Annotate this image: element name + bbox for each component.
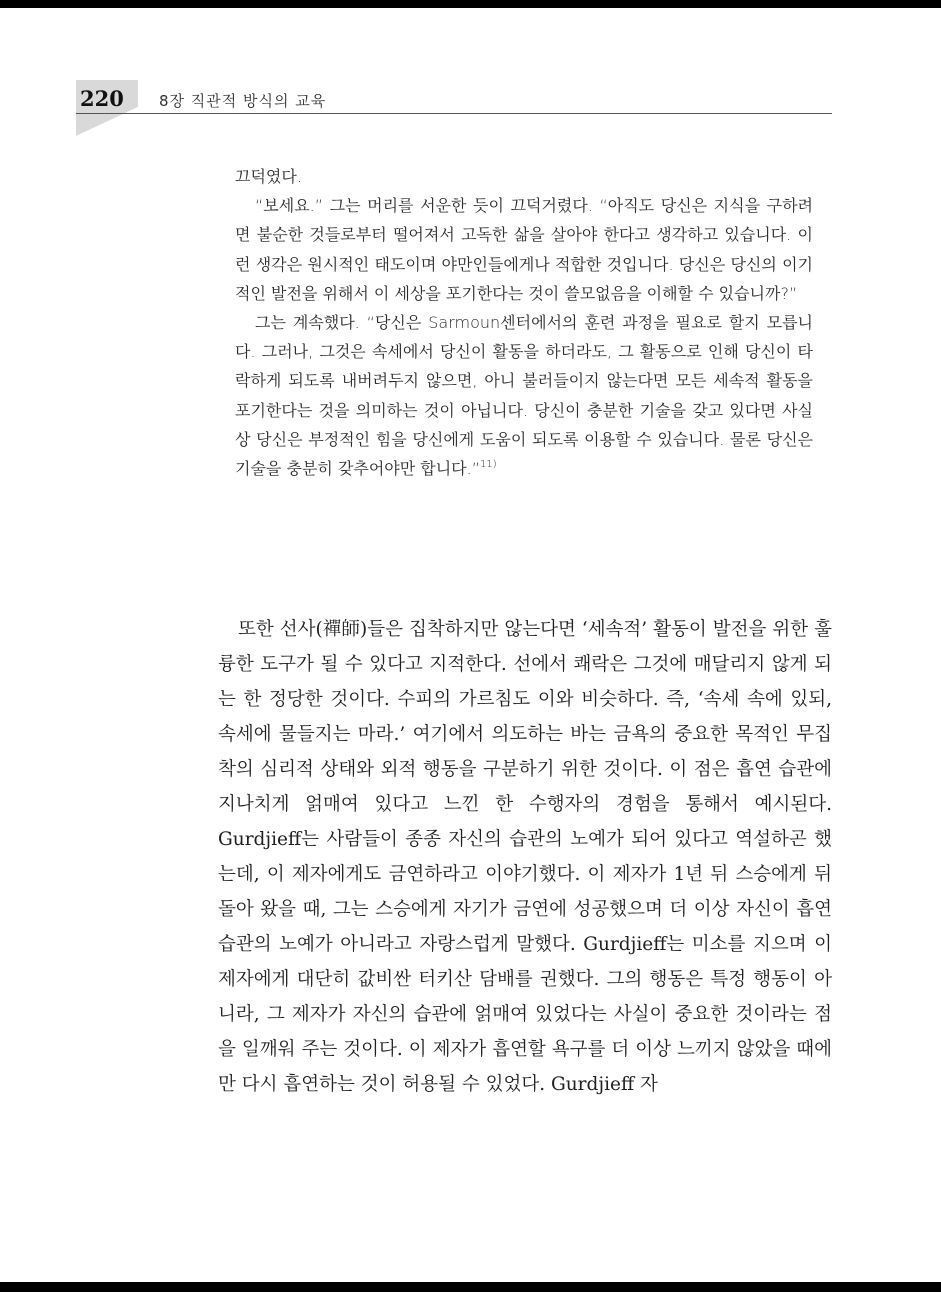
bottom-border bbox=[0, 1282, 941, 1292]
body-text bbox=[218, 612, 832, 1102]
quote-paragraph-1: “보세요.” 그는 머리를 서운한 듯이 끄덕거렸다. “아직도 당신은 지식을 구하려면 불순한 것들로부터 떨어져서 고독한 삶을 살아야 한다고 생각하고 있습니다. 이런 생각은 원시적인 태도이며 야만인들에게나 적합한 것입니다. 당신은 당신의 이기적인 발전을 위해서 이 세상을 포기한다는 것이 쓸모없음을 이해할 수 있습니까?” bbox=[235, 196, 813, 303]
chapter-title: 8장 직관적 방식의 교육 bbox=[159, 92, 327, 110]
header-rule bbox=[76, 113, 832, 114]
page-number: 220 bbox=[80, 86, 124, 111]
block-quote bbox=[235, 162, 813, 483]
footnote-marker: 11) bbox=[480, 459, 497, 471]
top-border bbox=[0, 0, 941, 8]
quote-continuation: 끄덕였다. bbox=[235, 167, 302, 186]
quote-paragraph-2-text: 그는 계속했다. “당신은 Sarmoun센터에서의 훈련 과정을 필요로 할지 모릅니다. 그러나, 그것은 속세에서 당신이 활동을 하더라도, 그 활동으로 인해 당신이 타락하게 되도록 내버려두지 않으면, 아니 불러들이지 않는다면 모든 세속적 활동을 포기한다는 것을 의미하는 것이 아닙니다. 당신이 충분한 기술을 갖고 있다면 사실상 당신은 부정적인 힘을 당신에게 도움이 되도록 이용할 수 있습니다. 물론 당신은 기술을 충분히 갖추어야만 합니다.” bbox=[235, 313, 813, 479]
body-paragraph: 또한 선사(禪師)들은 집착하지만 않는다면 ‘세속적’ 활동이 발전을 위한 훌륭한 도구가 될 수 있다고 지적한다. 선에서 쾌락은 그것에 매달리지 않게 되는 한 정당한 것이다. 수피의 가르침도 이와 비슷하다. 즉, ‘속세 속에 있되, 속세에 물들지는 마라.’ 여기에서 의도하는 바는 금욕의 중요한 목적인 무집착의 심리적 상태와 외적 행동을 구분하기 위한 것이다. 이 점은 흡연 습관에 지나치게 얽매여 있다고 느낀 한 수행자의 경험을 통해서 예시된다. Gurdjieff는 사람들이 종종 자신의 습관의 노예가 되어 있다고 역설하곤 했는데, 이 제자에게도 금연하라고 이야기했다. 이 제자가 1년 뒤 스승에게 뒤돌아 왔을 때, 그는 스승에게 자기가 금연에 성공했으며 더 이상 자신이 흡연 습관의 노예가 아니라고 자랑스럽게 말했다. Gurdjieff는 미소를 지으며 이 제자에게 대단히 값비싼 터키산 담배를 권했다. 그의 행동은 특정 행동이 아니라, 그 제자가 자신의 습관에 얽매여 있었다는 사실이 중요한 것이라는 점을 일깨워 주는 것이다. 이 제자가 흡연할 욕구를 더 이상 느끼지 않았을 때에만 다시 흡연하는 것이 허용될 수 있었다. Gurdjieff 자 bbox=[218, 619, 832, 1095]
quote-paragraph-2 bbox=[235, 308, 813, 483]
